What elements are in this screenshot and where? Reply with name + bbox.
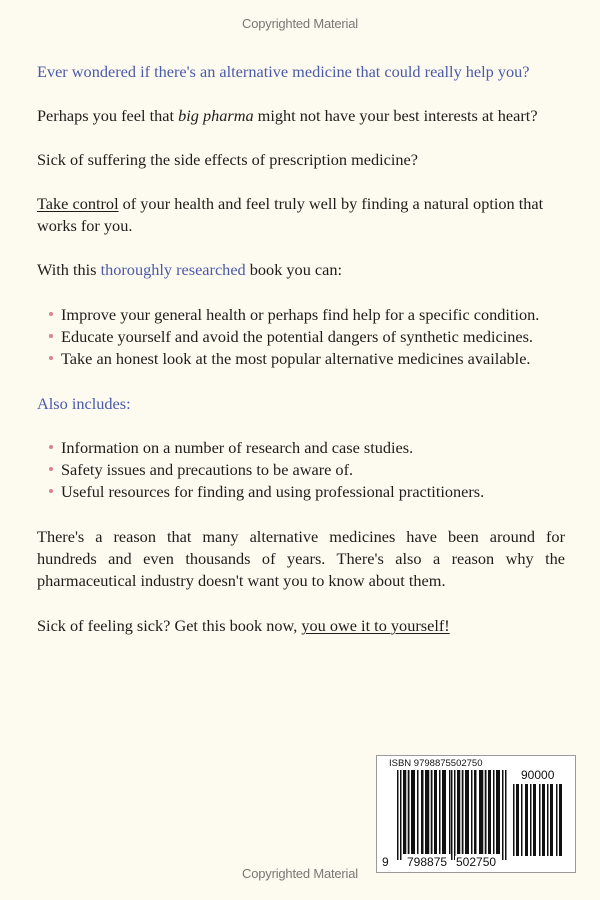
list-item (49, 327, 533, 347)
barcode-digits-right: 502750 (456, 855, 497, 869)
list-item (49, 460, 353, 480)
list-item-text: Educate yourself and avoid the potential dangers of synthetic medicines. (61, 327, 534, 346)
isbn-label: ISBN 9798875502750 (389, 758, 483, 769)
text: Sick of feeling sick? Get this book now, (37, 616, 302, 635)
bullet-icon (49, 445, 53, 449)
bullet-icon (49, 467, 53, 471)
bullet-icon (49, 356, 53, 360)
list-item (49, 349, 531, 369)
text: might not have your best interests at heart? (253, 106, 538, 125)
paragraph-reason-line1: There's a reason that many alternative medicines have been around for (37, 527, 565, 546)
accent-phrase: thoroughly researched (100, 260, 246, 279)
paragraph-with-this-book (37, 260, 342, 280)
paragraph-take-control-line2: works for you. (37, 216, 133, 235)
list-item-text: Improve your general health or perhaps find help for a specific condition. (61, 305, 540, 324)
copyright-notice-bottom: Copyrighted Material (242, 866, 358, 881)
list-item-text: Useful resources for finding and using professional practitioners. (61, 482, 485, 501)
list-item (49, 305, 539, 325)
underlined-phrase: Take control (37, 194, 119, 213)
paragraph-side-effects: Sick of suffering the side effects of prescription medicine? (37, 150, 418, 169)
list-item-text: Safety issues and precautions to be aware of. (61, 460, 354, 479)
barcode-digit-first: 9 (382, 855, 389, 869)
text: of your health and feel truly well by finding a natural option that (118, 194, 544, 213)
also-includes-heading: Also includes: (37, 394, 131, 413)
italic-phrase: big pharma (178, 106, 254, 125)
addon-barcode-bars-icon (513, 784, 565, 856)
barcode-bars-icon (397, 770, 509, 860)
paragraph-call-to-action (37, 616, 450, 636)
paragraph-reason-line3: pharmaceutical industry doesn't want you to know about them. (37, 571, 446, 590)
headline: Ever wondered if there's an alternative medicine that could really help you? (37, 62, 530, 81)
list-item (49, 438, 413, 458)
list-item-text: Take an honest look at the most popular alternative medicines available. (61, 349, 531, 368)
price-addon-label: 90000 (521, 768, 555, 782)
bullet-icon (49, 489, 53, 493)
underlined-phrase: you owe it to yourself! (301, 616, 450, 635)
list-item-text: Information on a number of research and case studies. (61, 438, 414, 457)
text: With this (37, 260, 101, 279)
paragraph-take-control-line1 (37, 194, 543, 214)
bullet-icon (49, 312, 53, 316)
copyright-notice-top: Copyrighted Material (242, 16, 358, 31)
bullet-icon (49, 334, 53, 338)
isbn-barcode (376, 755, 576, 873)
text: Perhaps you feel that (37, 106, 179, 125)
paragraph-reason-line2: hundreds and even thousands of years. There's also a reason why the (37, 549, 565, 568)
paragraph-big-pharma (37, 106, 538, 126)
text: book you can: (245, 260, 343, 279)
list-item (49, 482, 484, 502)
barcode-digits-left: 798875 (407, 855, 448, 869)
